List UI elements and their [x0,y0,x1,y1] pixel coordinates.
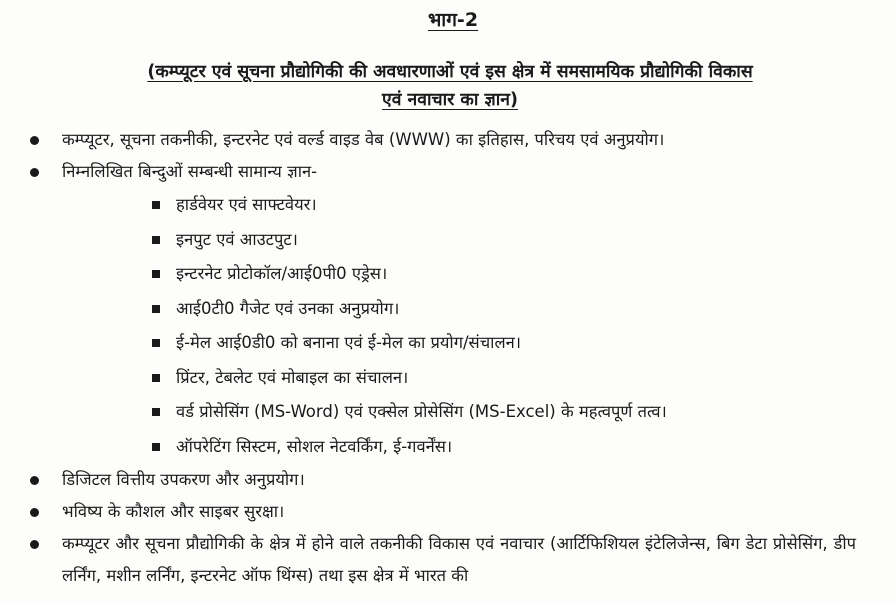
bullet-square-icon [152,443,160,451]
bullet-square-icon [152,374,160,382]
subject-title [20,58,880,114]
sub-topic-item [62,361,856,396]
part-title [0,6,896,32]
bullet-dot-icon [30,136,39,145]
sub-topic-item [62,188,856,223]
subject-title-line2: एवं नवाचार का ज्ञान) [382,90,518,110]
syllabus-item-text: कम्प्यूटर और सूचना प्रौद्योगिकी के क्षेत्र में होने वाले तकनीकी विकास एवं नवाचार (आर्टिफिशियल इंटेलिजेन्स, बिग डेटा प्रोसेसिंग, डीप लर्निंग, मशीन लर्निंग, इन्टरनेट ऑफ थिंग्स) तथा इस क्षेत्र में भारत की [62,534,856,585]
syllabus-item-text: कम्प्यूटर, सूचना तकनीकी, इन्टरनेट एवं वर्ल्ड वाइड वेब (WWW) का इतिहास, परिचय एवं अनुप्रयोग। [62,130,665,149]
syllabus-list [0,124,896,592]
syllabus-item-history [0,124,896,156]
syllabus-item-future-skills [0,496,896,528]
sub-topic-item [62,326,856,361]
bullet-dot-icon [30,476,39,485]
syllabus-item-general-knowledge [0,156,896,464]
sub-topic-text: ई-मेल आई0डी0 को बनाना एवं ई-मेल का प्रयोग/संचालन। [176,333,522,352]
sub-topic-text: हार्डवेयर एवं साफ्टवेयर। [176,195,317,214]
syllabus-item-text: डिजिटल वित्तीय उपकरण और अनुप्रयोग। [62,470,305,489]
sub-topic-text: प्रिंटर, टेबलेट एवं मोबाइल का संचालन। [176,367,409,387]
bullet-dot-icon [30,508,39,517]
sub-topic-text: आई0टी0 गैजेट एवं उनका अनुप्रयोग। [176,298,400,318]
part-title-text: भाग-2 [427,9,479,31]
sub-topic-text: ऑपरेटिंग सिस्टम, सोशल नेटवर्किंग, ई-गवर्नेंस। [176,436,453,456]
bullet-square-icon [152,305,160,313]
sub-topic-text: इन्टरनेट प्रोटोकॉल/आई0पी0 एड्रेस। [176,264,388,283]
sub-topic-text: इनपुट एवं आउटपुट। [176,229,298,249]
syllabus-item-innovation [0,528,896,592]
sub-topic-text: वर्ड प्रोसेसिंग (MS-Word) एवं एक्सेल प्रोसेसिंग (MS-Excel) के महत्वपूर्ण तत्व। [176,402,667,421]
syllabus-item-text: भविष्य के कौशल और साइबर सुरक्षा। [62,502,285,521]
sub-topic-item [62,292,856,327]
bullet-square-icon [152,408,160,416]
subject-title-line1: (कम्प्यूटर एवं सूचना प्रौद्योगिकी की अवधारणाओं एवं इस क्षेत्र में समसामयिक प्रौद्योगिकी विकास [147,62,753,82]
bullet-square-icon [152,236,160,244]
bullet-dot-icon [30,168,39,177]
bullet-square-icon [152,339,160,347]
sub-topic-list [62,188,856,464]
bullet-square-icon [152,201,160,209]
sub-topic-item [62,395,856,430]
syllabus-item-digital-finance [0,464,896,496]
sub-topic-item [62,430,856,465]
bullet-dot-icon [30,540,39,549]
sub-topic-item [62,257,856,292]
syllabus-item-text: निम्नलिखित बिन्दुओं सम्बन्धी सामान्य ज्ञान- [62,162,318,181]
sub-topic-item [62,223,856,258]
bullet-square-icon [152,270,160,278]
